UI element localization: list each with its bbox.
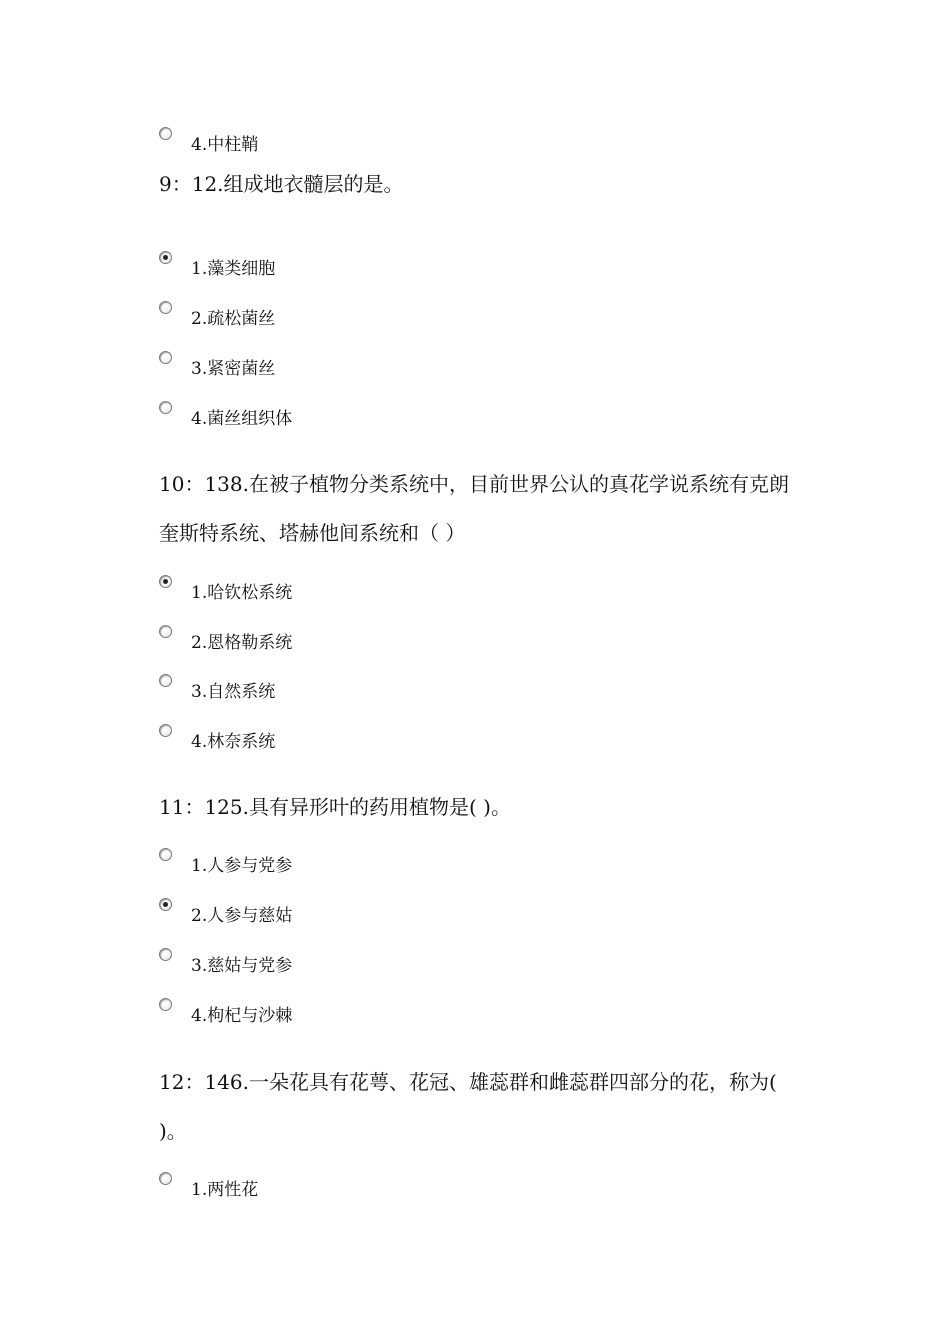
option-label: 1.藻类细胞 bbox=[191, 259, 276, 279]
q11-option-2[interactable] bbox=[159, 899, 292, 925]
question-9-text: 9：12.组成地衣髓层的是。 bbox=[159, 172, 404, 196]
option-label: 2.恩格勒系统 bbox=[191, 633, 293, 653]
radio-button[interactable] bbox=[159, 127, 172, 140]
q11-option-1[interactable] bbox=[159, 849, 292, 875]
radio-button[interactable] bbox=[159, 351, 172, 364]
radio-button[interactable] bbox=[159, 674, 172, 687]
question-11-text: 11：125.具有异形叶的药用植物是( )。 bbox=[159, 795, 511, 819]
option-label: 4.菌丝组织体 bbox=[191, 409, 293, 429]
radio-button[interactable] bbox=[159, 724, 172, 737]
q10-option-2[interactable] bbox=[159, 626, 292, 652]
option-label: 1.哈钦松系统 bbox=[191, 583, 293, 603]
q11-option-3[interactable] bbox=[159, 949, 292, 975]
q8-option-4[interactable] bbox=[159, 128, 258, 154]
option-label: 3.紧密菌丝 bbox=[191, 359, 276, 379]
q10-option-4[interactable] bbox=[159, 725, 275, 751]
option-label: 3.慈姑与党参 bbox=[191, 956, 293, 976]
option-label: 1.两性花 bbox=[191, 1180, 259, 1200]
question-10-text: 10：138.在被子植物分类系统中，目前世界公认的真花学说系统有克朗奎斯特系统、塔赫他间系统和（ ） bbox=[159, 472, 789, 545]
radio-button[interactable] bbox=[159, 898, 172, 911]
radio-button[interactable] bbox=[159, 625, 172, 638]
option-label: 4.枸杞与沙棘 bbox=[191, 1006, 293, 1026]
q9-option-4[interactable] bbox=[159, 402, 292, 428]
radio-button[interactable] bbox=[159, 998, 172, 1011]
radio-button[interactable] bbox=[159, 948, 172, 961]
radio-button[interactable] bbox=[159, 848, 172, 861]
radio-button[interactable] bbox=[159, 1172, 172, 1185]
option-label: 1.人参与党参 bbox=[191, 856, 293, 876]
q10-option-1[interactable] bbox=[159, 576, 292, 602]
q10-option-3[interactable] bbox=[159, 675, 275, 701]
q9-option-1[interactable] bbox=[159, 252, 275, 278]
option-label: 4.中柱鞘 bbox=[191, 135, 259, 155]
radio-button[interactable] bbox=[159, 301, 172, 314]
q12-option-1[interactable] bbox=[159, 1173, 258, 1199]
option-label: 2.人参与慈姑 bbox=[191, 906, 293, 926]
option-label: 3.自然系统 bbox=[191, 682, 276, 702]
radio-button[interactable] bbox=[159, 251, 172, 264]
radio-button[interactable] bbox=[159, 401, 172, 414]
option-label: 2.疏松菌丝 bbox=[191, 309, 276, 329]
q9-option-3[interactable] bbox=[159, 352, 275, 378]
q11-option-4[interactable] bbox=[159, 999, 292, 1025]
option-label: 4.林奈系统 bbox=[191, 732, 276, 752]
q9-option-2[interactable] bbox=[159, 302, 275, 328]
question-12-text: 12：146.一朵花具有花萼、花冠、雄蕊群和雌蕊群四部分的花，称为( )。 bbox=[159, 1070, 777, 1143]
radio-button[interactable] bbox=[159, 575, 172, 588]
